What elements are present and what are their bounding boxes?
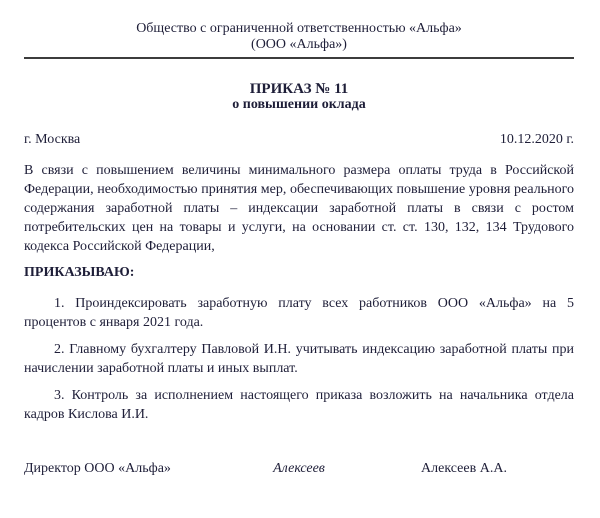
order-item-1: 1. Проиндексировать заработную плату всех работников ООО «Альфа» на 5 процентов с января 2021 года. — [24, 296, 574, 330]
header-divider-line — [24, 57, 574, 59]
document-date: 10.12.2020 г. — [499, 132, 574, 147]
place-date-row — [24, 131, 574, 148]
order-preamble: В связи с повышением величины минимального размера оплаты труда в Российской Федерации, необходимостью принятия мер, обеспечивающих повышение уровня реального содержания заработной платы – индексации заработной платы в связи с ростом потребительских цен на товары и услуги, на основании ст. ст. 130, 132, 134 Трудового кодекса Российской Федерации, — [24, 163, 574, 254]
signature-row — [24, 460, 574, 477]
order-title-block — [24, 81, 574, 113]
order-title: ПРИКАЗ № 11 — [249, 81, 349, 97]
order-word: ПРИКАЗЫВАЮ: — [24, 265, 135, 280]
organization-header — [24, 21, 574, 53]
handwritten-signature: Алексеев — [273, 461, 325, 476]
order-item-3: 3. Контроль за исполнением настоящего приказа возложить на начальника отдела кадров Кислова И.И. — [24, 388, 574, 422]
order-subtitle: о повышении оклада — [232, 97, 366, 112]
signer-position: Директор ООО «Альфа» — [24, 461, 171, 476]
order-item-2: 2. Главному бухгалтеру Павловой И.Н. учитывать индексацию заработной платы при начислении заработной платы и иных выплат. — [24, 342, 574, 376]
organization-name-short: (ООО «Альфа») — [251, 37, 347, 52]
signer-name: Алексеев А.А. — [421, 461, 507, 476]
document-place: г. Москва — [24, 132, 81, 147]
organization-name-full: Общество с ограниченной ответственностью «Альфа» — [136, 21, 462, 36]
